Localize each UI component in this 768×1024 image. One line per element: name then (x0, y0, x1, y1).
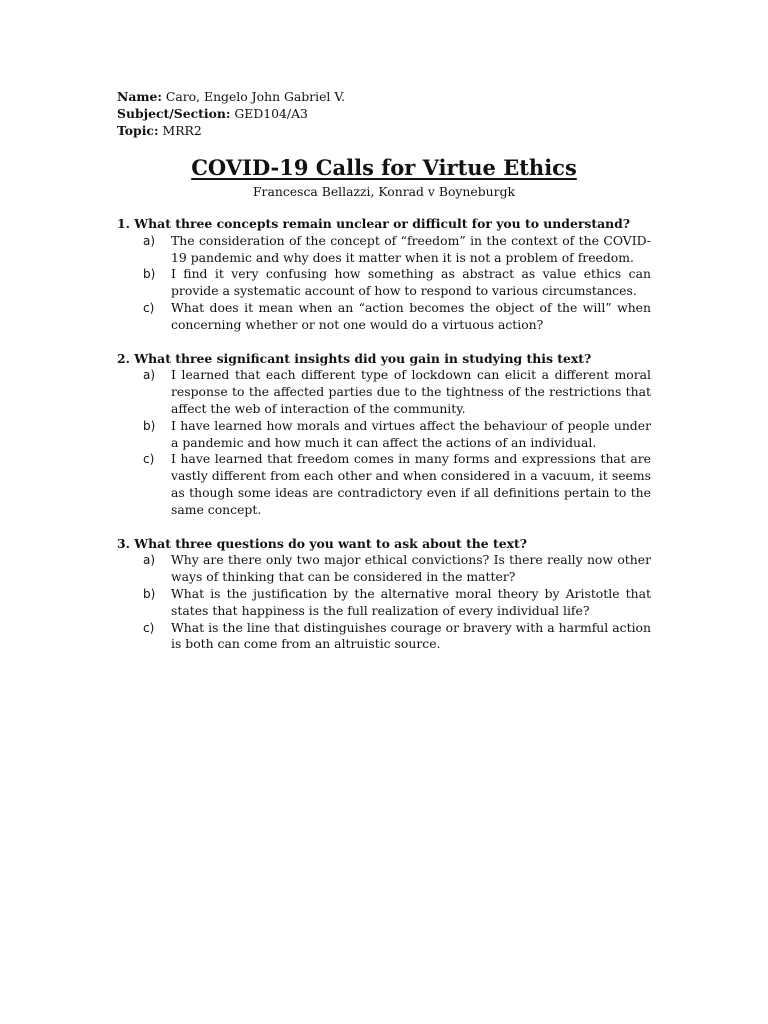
answer-marker: b) (143, 586, 156, 601)
answer-marker: c) (143, 300, 155, 315)
answer-marker: b) (143, 267, 156, 282)
name-line (117, 88, 345, 105)
question-block (117, 216, 651, 334)
subject-line (117, 105, 345, 122)
question-title: 3. What three questions do you want to ask about the text? (117, 535, 527, 551)
answer-text: What does it mean when an “action becomes the object of the will” when concerning whether or not one would do a virtuous action? (171, 299, 651, 332)
answer-marker: a) (143, 368, 156, 383)
answer-marker: a) (143, 553, 156, 568)
answer-item (117, 586, 651, 620)
name-value: Caro, Engelo John Gabriel V. (165, 89, 346, 104)
questions-section (117, 216, 651, 670)
answer-item (117, 266, 651, 300)
topic-value: MRR2 (162, 123, 202, 138)
document-title: COVID-19 Calls for Virtue Ethics (191, 155, 577, 180)
answer-marker: b) (143, 418, 156, 433)
answer-item (117, 418, 651, 452)
document-header (117, 88, 345, 139)
topic-label: Topic: (117, 123, 159, 138)
answer-list (117, 233, 651, 334)
answer-item (117, 552, 651, 586)
answer-list (117, 552, 651, 653)
topic-line (117, 122, 345, 139)
answer-text: Why are there only two major ethical convictions? Is there really now other ways of thinking that can be considered in the matter? (171, 552, 651, 585)
answer-list (117, 367, 651, 518)
answer-text: I have learned that freedom comes in many forms and expressions that are vastly different from each other and when considered in a vacuum, it seems as though some ideas are contradictory even if all definitions pertain to the same concept. (171, 451, 651, 517)
answer-item (117, 451, 651, 518)
answer-text: I find it very confusing how something as abstract as value ethics can provide a systematic account of how to respond to various circumstances. (171, 266, 651, 299)
document-authors: Francesca Bellazzi, Konrad v Boyneburgk (252, 184, 516, 199)
question-title: 2. What three significant insights did you gain in studying this text? (117, 350, 592, 366)
answer-text: I learned that each different type of lockdown can elicit a different moral response to the affected parties due to the tightness of the restrictions that affect the web of interaction of the community. (171, 367, 651, 416)
answer-item (117, 233, 651, 267)
answer-text: What is the line that distinguishes courage or bravery with a harmful action is both can come from an altruistic source. (171, 619, 651, 652)
answer-marker: a) (143, 233, 156, 248)
answer-item (117, 620, 651, 654)
answer-item (117, 300, 651, 334)
subject-label: Subject/Section: (117, 106, 231, 121)
answer-marker: c) (143, 620, 155, 635)
answer-text: The consideration of the concept of “freedom” in the context of the COVID-19 pandemic and why does it matter when it is not a problem of freedom. (171, 232, 651, 265)
question-block (117, 536, 651, 654)
question-title: 1. What three concepts remain unclear or difficult for you to understand? (117, 216, 631, 231)
name-label: Name: (117, 89, 162, 104)
subject-value: GED104/A3 (234, 106, 308, 121)
answer-text: What is the justification by the alternative moral theory by Aristotle that states that happiness is the full realization of every individual life? (171, 585, 651, 618)
answer-marker: c) (143, 452, 155, 467)
answer-text: I have learned how morals and virtues affect the behaviour of people under a pandemic and how much it can affect the actions of an individual. (171, 417, 651, 450)
question-block (117, 351, 651, 519)
answer-item (117, 367, 651, 417)
